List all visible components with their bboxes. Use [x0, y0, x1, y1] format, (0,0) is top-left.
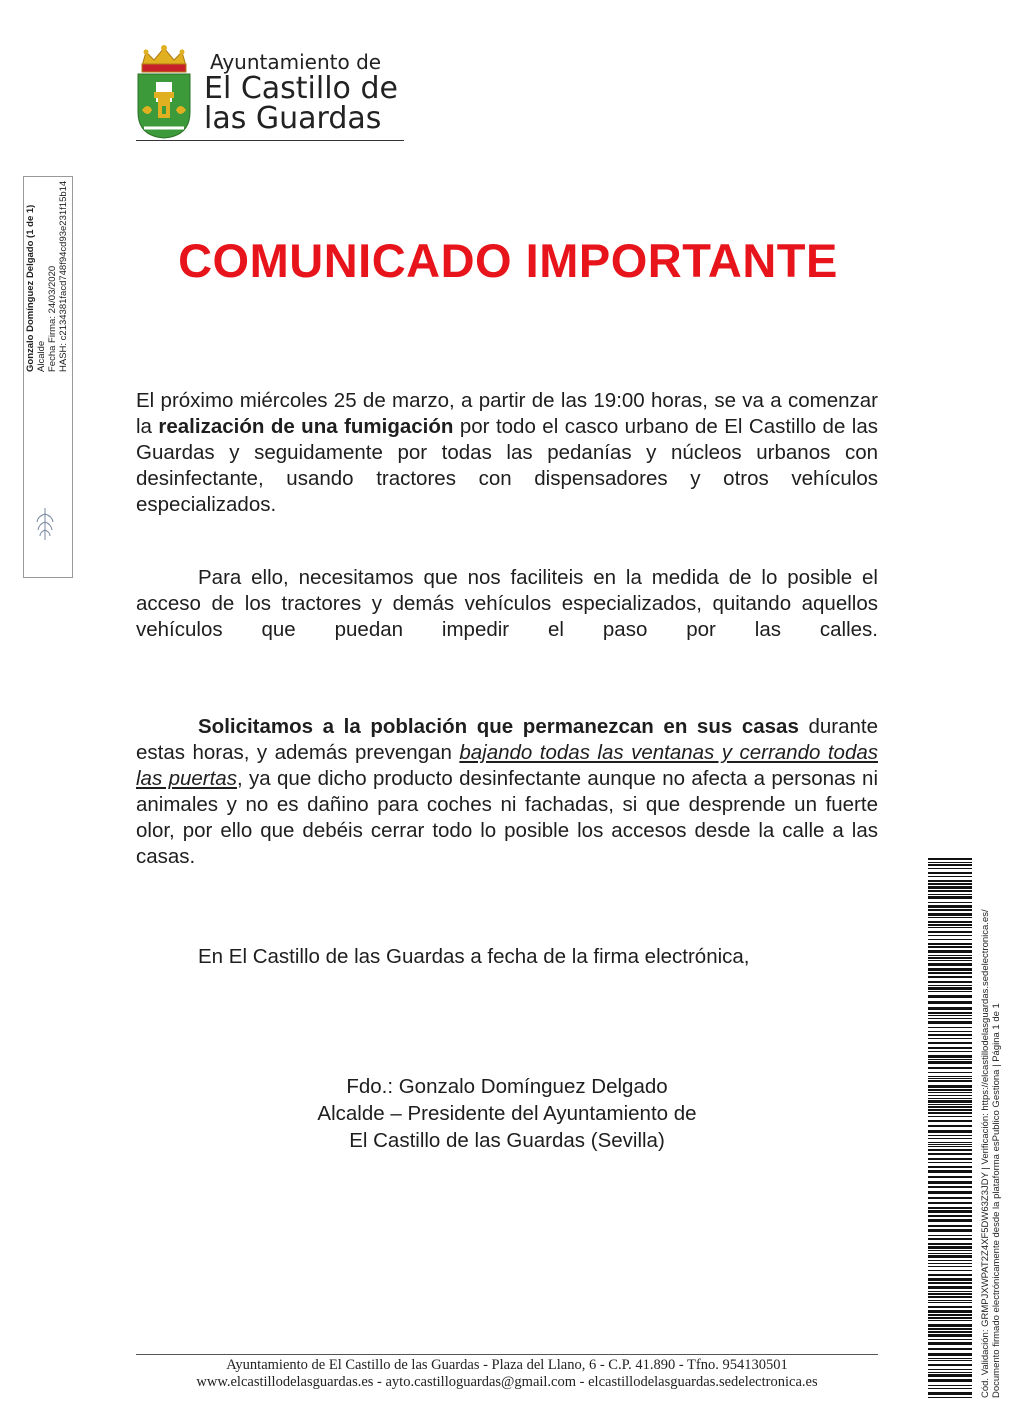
closing-line: En El Castillo de las Guardas a fecha de la firma electrónica, [198, 945, 750, 968]
paragraph-3-text-d: , ya que dicho producto desinfectante aunque no afecta a personas ni animales y no es dañino para coches ni fachadas, si que desprende un fuerte olor, por ello que debéis cerrar todo lo posible los accesos desde la calle a las casas. [136, 767, 878, 868]
paragraph-1-bold: realización de una fumigación [158, 415, 454, 438]
signoff-line-1: Fdo.: Gonzalo Domínguez Delgado [346, 1075, 668, 1098]
paragraph-3-text-b: durante estas horas, y además prevengan [136, 715, 878, 764]
paragraph-1-text-c: por todo el casco urbano de El Castillo de las Guardas y seguidamente por todas las pedanías y núcleos urbanos con desinfectante, usando tractores con dispensadores y otros vehículos especializados. [136, 415, 878, 516]
signer-name: Gonzalo Domínguez Delgado (1 de 1) [25, 204, 36, 372]
signature-text [25, 0, 69, 372]
logo-underline [136, 140, 404, 141]
validation-platform: Documento firmado electrónicamente desde la plataforma esPublico Gestiona | Página 1 de 1 [991, 1003, 1002, 1398]
signature-seal-icon [34, 504, 56, 544]
validation-text [980, 858, 1002, 1398]
municipality-logo [136, 44, 404, 142]
logo-line-3: las Guardas [204, 101, 382, 136]
coat-of-arms-icon [136, 44, 192, 140]
paragraph-3-bold: Solicitamos a la población que permanezcan en sus casas [198, 715, 799, 738]
footer-contacts: www.elcastillodelasguardas.es - ayto.castilloguardas@gmail.com - elcastillodelasguardas.sedelectronica.es [196, 1374, 818, 1390]
paragraph-2: Para ello, necesitamos que nos faciliteis en la medida de lo posible el acceso de los tractores y demás vehículos especializados, quitando aquellos vehículos que puedan impedir el paso por las calles. [136, 566, 878, 641]
signature-date: Fecha Firma: 24/03/2020 [47, 265, 58, 372]
validation-barcode-icon [928, 858, 972, 1398]
signature-hash: HASH: c2134381facd748f94cd93e231f15b14 [58, 180, 69, 372]
paragraph-1 [136, 388, 878, 518]
footer-divider [136, 1354, 878, 1355]
logo-line-2: El Castillo de [204, 71, 398, 106]
signer-role: Alcalde [36, 340, 47, 372]
signoff-line-3: El Castillo de las Guardas (Sevilla) [349, 1129, 665, 1152]
paragraph-3-emphasis: bajando todas las ventanas y cerrando todas las puertas [136, 741, 878, 790]
logo-line-1: Ayuntamiento de [210, 50, 382, 74]
validation-code: Cód. Validación: GRMPJXWPAT2Z4XF5DW63Z3JDY | Verificación: https://elcastillodelasguardas.sedelectronica.es/ [980, 909, 991, 1398]
paragraph-3 [136, 714, 878, 870]
page-title: COMUNICADO IMPORTANTE [178, 234, 838, 287]
signoff-line-2: Alcalde – Presidente del Ayuntamiento de [317, 1102, 697, 1125]
footer-address: Ayuntamiento de El Castillo de las Guardas - Plaza del Llano, 6 - C.P. 41.890 - Tfno. 954130501 [226, 1357, 788, 1373]
paragraph-1-text-a: El próximo miércoles 25 de marzo, a partir de las 19:00 horas, se va a comenzar la [136, 389, 878, 438]
